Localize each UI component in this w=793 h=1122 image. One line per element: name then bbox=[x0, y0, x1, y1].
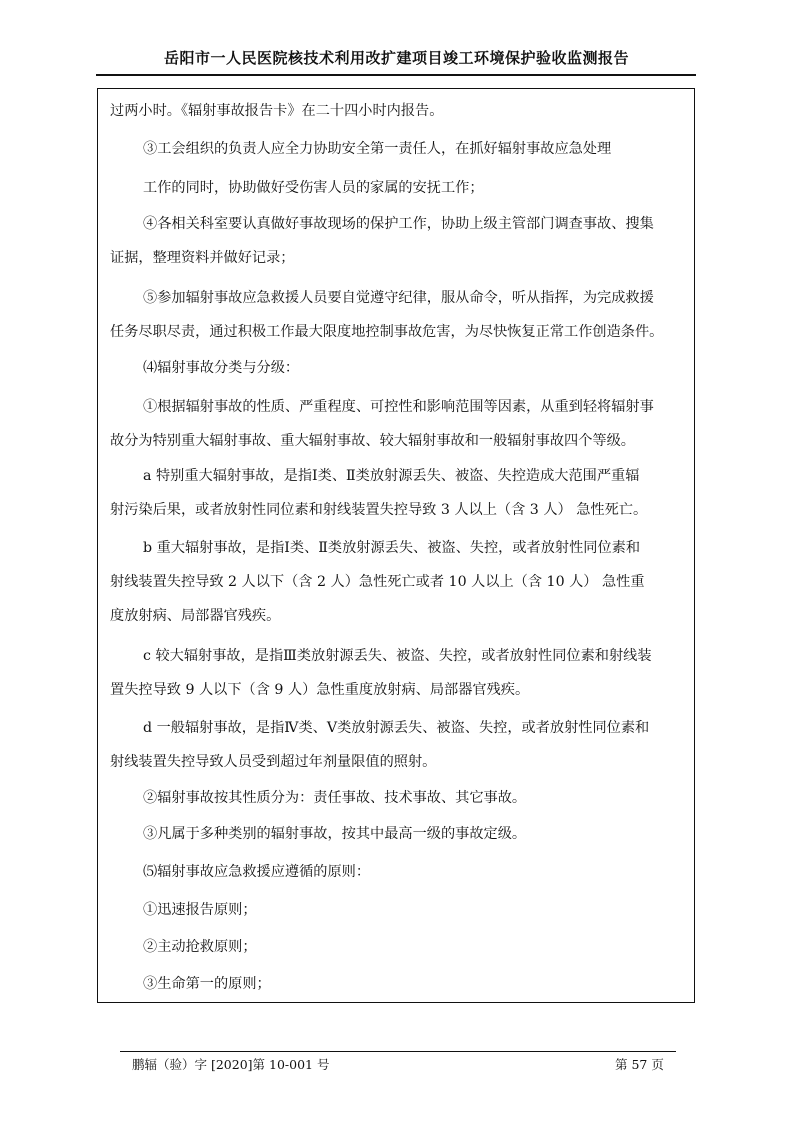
paragraph bbox=[110, 967, 719, 1001]
text-line: 故分为特别重大辐射事故、重大辐射事故、较大辐射事故和一般辐射事故四个等级。 bbox=[110, 433, 635, 449]
paragraph bbox=[110, 459, 686, 527]
text-line: 任务尽职尽责，通过积极工作最大限度地控制事故危害，为尽快恢复正常工作创造条件。 bbox=[110, 324, 664, 340]
paragraph bbox=[110, 94, 686, 128]
footer-divider bbox=[120, 1051, 676, 1052]
text-line: ③工会组织的负责人应全力协助安全第一责任人，在抓好辐射事故应急处理 bbox=[143, 141, 612, 157]
text-line: ④各相关科室要认真做好事故现场的保护工作，协助上级主管部门调查事故、搜集 bbox=[143, 216, 654, 232]
text-line: a 特别重大辐射事故，是指Ⅰ类、Ⅱ类放射源丢失、被盗、失控造成大范围严重辐 bbox=[143, 468, 640, 484]
paragraph bbox=[110, 207, 686, 275]
page-number: 第 57 页 bbox=[615, 1057, 664, 1072]
text-line: ⑸辐射事故应急救援应遵循的原则： bbox=[143, 864, 371, 880]
text-line: 工作的同时，协助做好受伤害人员的家属的安抚工作； bbox=[143, 180, 484, 196]
text-line: 射线装置失控导致 2 人以下（含 2 人）急性死亡或者 10 人以上（含 10 人） 急性重 bbox=[110, 574, 645, 590]
text-line: ②辐射事故按其性质分为：责任事故、技术事故、其它事故。 bbox=[143, 790, 527, 806]
text-line: c 较大辐射事故，是指Ⅲ类放射源丢失、被盗、失控，或者放射性同位素和射线装 bbox=[143, 648, 652, 664]
text-line: 度放射病、局部器官残疾。 bbox=[110, 608, 281, 624]
paragraph bbox=[110, 351, 719, 385]
text-line: ⑷辐射事故分类与分级： bbox=[143, 360, 300, 376]
text-line: 射线装置失控导致人员受到超过年剂量限值的照射。 bbox=[110, 754, 437, 770]
text-line: 过两小时。《辐射事故报告卡》在二十四小时内报告。 bbox=[110, 103, 444, 119]
text-line: 证据，整理资料并做好记录； bbox=[110, 250, 295, 266]
paragraph bbox=[110, 281, 686, 349]
paragraph bbox=[110, 855, 719, 889]
report-number: 鹏辐（验）字 [2020]第 10-001 号 bbox=[132, 1057, 330, 1072]
text-line: ③凡属于多种类别的辐射事故，按其中最高一级的事故定级。 bbox=[143, 826, 527, 842]
paragraph bbox=[110, 132, 719, 166]
paragraph bbox=[110, 639, 686, 707]
paragraph bbox=[110, 531, 686, 633]
text-line: d 一般辐射事故，是指Ⅳ类、Ⅴ类放射源丢失、被盗、失控，或者放射性同位素和 bbox=[143, 720, 650, 736]
paragraph bbox=[110, 390, 686, 458]
text-line: ①根据辐射事故的性质、严重程度、可控性和影响范围等因素，从重到轻将辐射事 bbox=[143, 399, 654, 415]
paragraph bbox=[110, 171, 719, 205]
paragraph bbox=[110, 711, 686, 779]
paragraph bbox=[110, 893, 719, 927]
text-line: ②主动抢救原则； bbox=[143, 939, 257, 955]
text-line: ③生命第一的原则； bbox=[143, 976, 271, 992]
paragraph bbox=[110, 930, 719, 964]
text-line: b 重大辐射事故，是指Ⅰ类、Ⅱ类放射源丢失、被盗、失控，或者放射性同位素和 bbox=[143, 540, 641, 556]
text-line: 射污染后果，或者放射性同位素和射线装置失控导致 3 人以上（含 3 人） 急性死亡。 bbox=[110, 502, 648, 518]
paragraph bbox=[110, 781, 719, 815]
header-divider bbox=[96, 74, 696, 76]
page-header-title: 岳阳市一人民医院核技术利用改扩建项目竣工环境保护验收监测报告 bbox=[163, 49, 629, 67]
text-line: 置失控导致 9 人以下（含 9 人）急性重度放射病、局部器官残疾。 bbox=[110, 682, 530, 698]
content-frame bbox=[97, 88, 695, 1003]
paragraph bbox=[110, 817, 719, 851]
text-line: ⑤参加辐射事故应急救援人员要自觉遵守纪律，服从命令，听从指挥，为完成救援 bbox=[143, 290, 654, 306]
text-line: ①迅速报告原则； bbox=[143, 902, 257, 918]
